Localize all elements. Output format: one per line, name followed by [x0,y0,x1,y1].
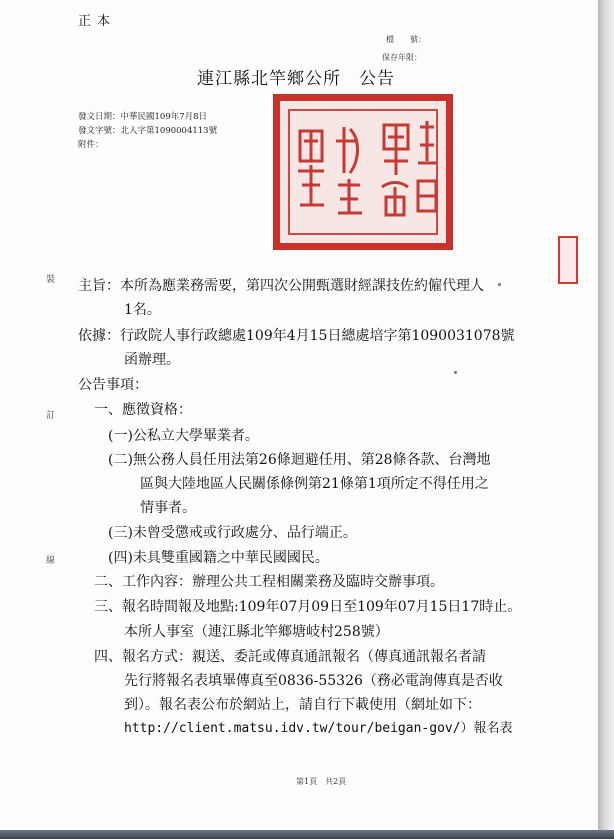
registration-method-line-3: 到）。報名表公布於網站上，請自行下載使用（網址如下： [124,697,481,713]
registration-url-line: http://client.matsu.idv.tw/tour/beigan-gov/）報名表 [124,721,513,736]
binding-mark-3: 線 [46,556,56,566]
qualification-2-line-3: 情事者。 [140,500,196,516]
page-number: 第1頁 共2頁 [296,777,347,786]
qualification-4: (四)未具雙重國籍之中華民國國民。 [108,550,329,566]
issue-date: 發文日期：中華民國109年7月8日 [78,112,208,122]
scan-speck [454,371,457,374]
basis-line-2: 函辦理。 [124,352,180,368]
issue-number: 發文字號：北人字第1090004113號 [78,126,218,136]
qualification-1: (一)公私立大學畢業者。 [108,428,259,444]
item-registration-time: 三、報名時間報及地點:109年07月09日至109年07月15日17時止。 [94,599,522,615]
item-job-content: 二、工作內容：辦理公共工程相關業務及臨時交辦事項。 [94,574,444,590]
item-qualifications: 一、應徵資格： [94,402,192,418]
registration-place: 本所人事室（連江縣北竿鄉塘岐村258號） [124,624,389,640]
qualification-2-line-2: 區與大陸地區人民關係條例第21條第1項所定不得任用之 [140,476,489,492]
qualification-3: (三)未曾受懲戒或行政處分、品行端正。 [108,525,357,541]
subject-line-1: 主旨：本所為應業務需要，第四次公開甄選財經課技佐約僱代理人 [78,278,484,294]
basis-line-1: 依據：行政院人事行政總處109年4月15日總處培字第1090031078號 [78,328,515,344]
item-registration-method: 四、報名方式：親送、委託或傳真通訊報名（傳真通訊報名者請 [94,649,486,665]
binding-mark-2: 訂 [46,411,56,421]
file-number-label: 檔 號： [386,35,426,44]
scan-speck [498,283,501,286]
side-stamp [558,236,578,284]
org-name: 連江縣北竿鄉公所 [197,69,341,89]
seal-glyphs [280,101,446,243]
attachment-label: 附件： [78,140,104,150]
copy-label: 正本 [78,14,117,29]
doc-type: 公告 [359,69,395,89]
registration-method-line-2: 先行將報名表填畢傳真至0836-55326（務必電詢傳真是否收 [124,673,503,689]
subject-line-2: 1名。 [124,302,161,318]
binding-mark-1: 裝 [46,275,56,285]
viewer-bottom-bar [0,830,614,839]
notice-title [197,64,395,89]
retention-label: 保存年限： [382,53,422,62]
viewer-right-edge [598,0,614,839]
qualification-2-line-1: (二)無公務人員任用法第26條迴避任用、第28條各款、台灣地 [108,452,491,468]
official-seal [273,94,453,250]
notice-heading: 公告事項： [78,377,148,393]
